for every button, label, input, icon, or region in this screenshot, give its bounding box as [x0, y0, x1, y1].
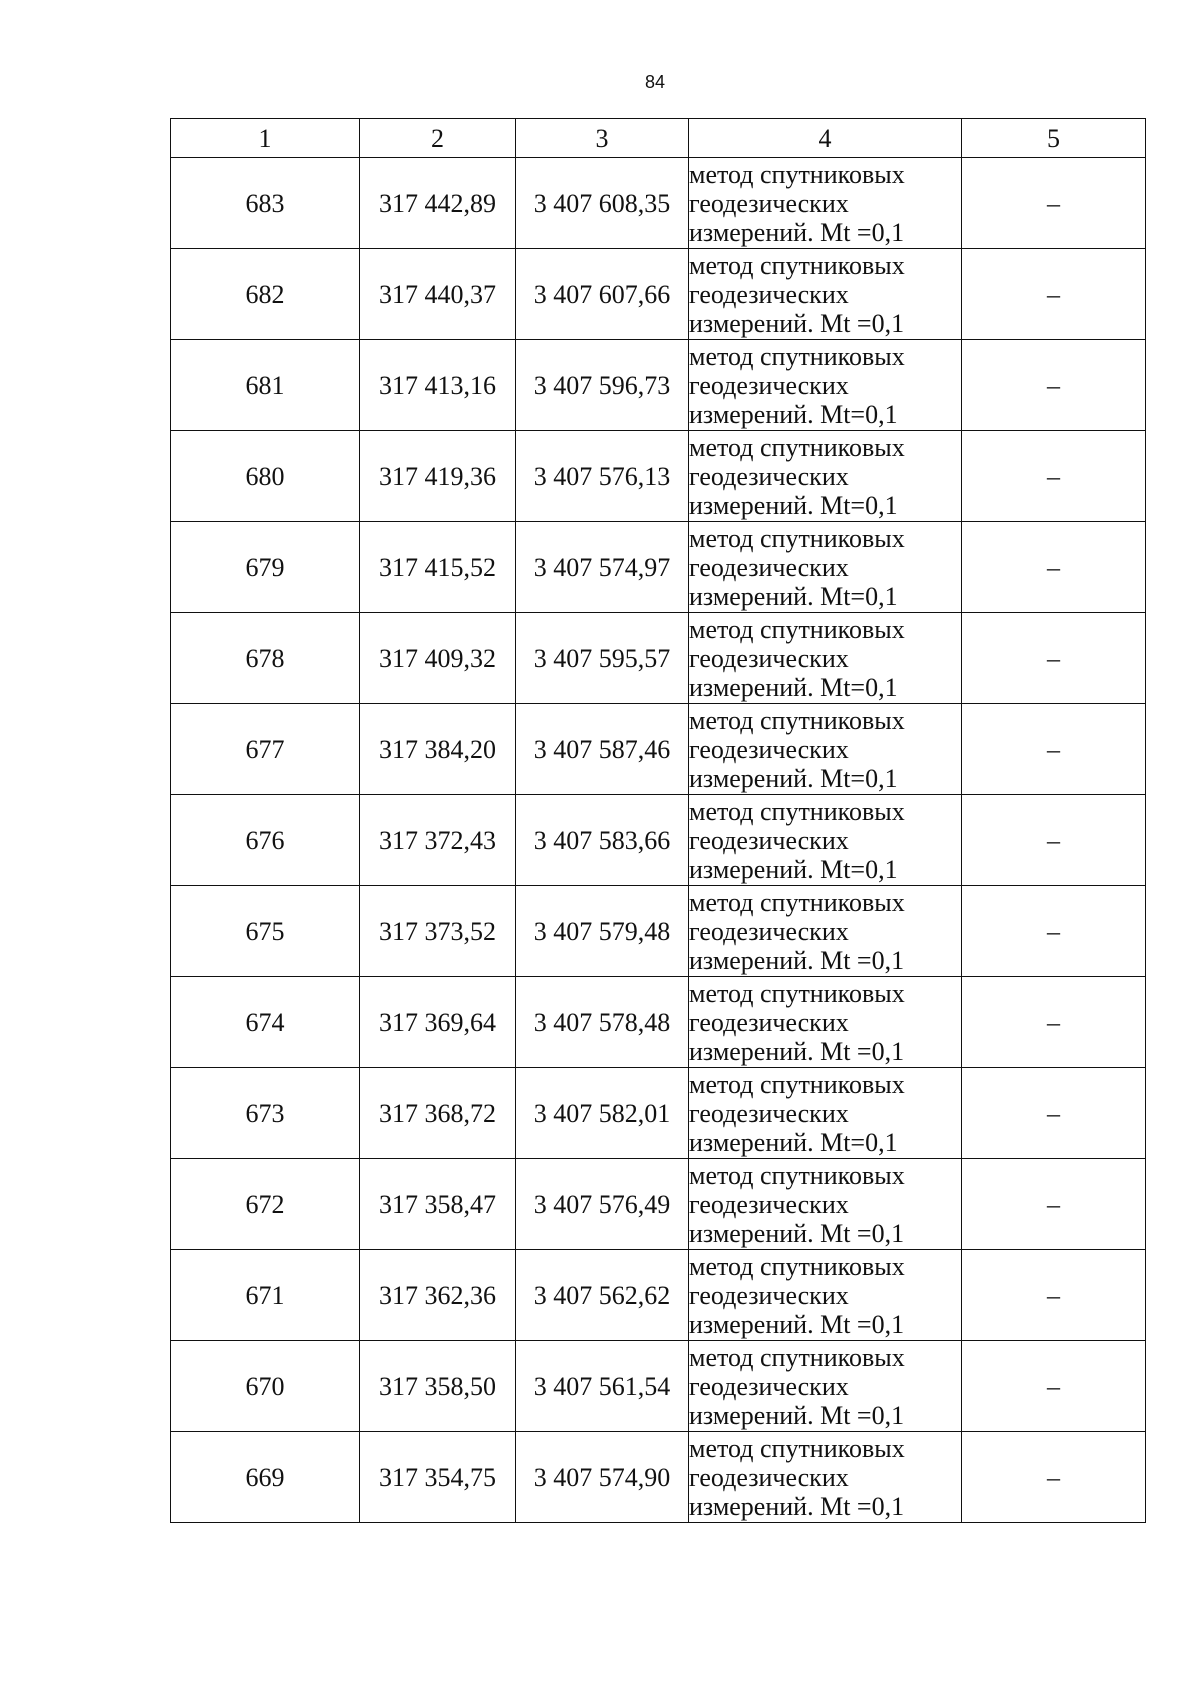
method-line: геодезических	[689, 1371, 849, 1401]
method-cell	[689, 431, 962, 522]
method-line: измерений. Mt=0,1	[689, 672, 898, 702]
y-coordinate-cell: 3 407 576,13	[516, 431, 689, 522]
method-line: метод спутниковых	[689, 523, 905, 553]
method-line: измерений. Mt =0,1	[689, 945, 905, 975]
column-header-1: 1	[171, 119, 360, 158]
method-line: метод спутниковых	[689, 1069, 905, 1099]
characteristic-cell: –	[962, 158, 1146, 249]
method-line: метод спутниковых	[689, 159, 905, 189]
method-cell	[689, 795, 962, 886]
y-coordinate-cell: 3 407 582,01	[516, 1068, 689, 1159]
y-coordinate-cell: 3 407 596,73	[516, 340, 689, 431]
method-line: измерений. Mt =0,1	[689, 1309, 905, 1339]
method-line: метод спутниковых	[689, 1251, 905, 1281]
table-body	[171, 158, 1146, 1523]
method-line: измерений. Mt=0,1	[689, 581, 898, 611]
characteristic-cell: –	[962, 1341, 1146, 1432]
table-row	[171, 431, 1146, 522]
characteristic-cell: –	[962, 977, 1146, 1068]
characteristic-cell: –	[962, 340, 1146, 431]
y-coordinate-cell: 3 407 579,48	[516, 886, 689, 977]
method-line: измерений. Mt=0,1	[689, 763, 898, 793]
x-coordinate-cell: 317 372,43	[360, 795, 516, 886]
characteristic-cell: –	[962, 704, 1146, 795]
point-number-cell: 674	[171, 977, 360, 1068]
method-line: измерений. Mt =0,1	[689, 308, 905, 338]
table-row	[171, 795, 1146, 886]
table-row	[171, 340, 1146, 431]
method-line: метод спутниковых	[689, 432, 905, 462]
table-row	[171, 704, 1146, 795]
method-line: геодезических	[689, 1462, 849, 1492]
table-row	[171, 1068, 1146, 1159]
point-number-cell: 679	[171, 522, 360, 613]
method-line: измерений. Mt=0,1	[689, 490, 898, 520]
method-line: геодезических	[689, 643, 849, 673]
method-line: геодезических	[689, 1280, 849, 1310]
method-cell	[689, 886, 962, 977]
method-line: метод спутниковых	[689, 887, 905, 917]
characteristic-cell: –	[962, 1159, 1146, 1250]
x-coordinate-cell: 317 413,16	[360, 340, 516, 431]
method-line: геодезических	[689, 188, 849, 218]
x-coordinate-cell: 317 369,64	[360, 977, 516, 1068]
table-row	[171, 977, 1146, 1068]
point-number-cell: 672	[171, 1159, 360, 1250]
method-cell	[689, 1159, 962, 1250]
x-coordinate-cell: 317 442,89	[360, 158, 516, 249]
method-line: геодезических	[689, 279, 849, 309]
method-line: измерений. Mt=0,1	[689, 399, 898, 429]
header-row	[171, 119, 1146, 158]
y-coordinate-cell: 3 407 574,97	[516, 522, 689, 613]
x-coordinate-cell: 317 415,52	[360, 522, 516, 613]
method-cell	[689, 1068, 962, 1159]
characteristic-cell: –	[962, 1432, 1146, 1523]
x-coordinate-cell: 317 354,75	[360, 1432, 516, 1523]
point-number-cell: 670	[171, 1341, 360, 1432]
y-coordinate-cell: 3 407 562,62	[516, 1250, 689, 1341]
y-coordinate-cell: 3 407 576,49	[516, 1159, 689, 1250]
method-cell	[689, 1432, 962, 1523]
table-row	[171, 1159, 1146, 1250]
column-header-4: 4	[689, 119, 962, 158]
y-coordinate-cell: 3 407 561,54	[516, 1341, 689, 1432]
characteristic-cell: –	[962, 886, 1146, 977]
x-coordinate-cell: 317 409,32	[360, 613, 516, 704]
y-coordinate-cell: 3 407 608,35	[516, 158, 689, 249]
x-coordinate-cell: 317 384,20	[360, 704, 516, 795]
table-row	[171, 522, 1146, 613]
x-coordinate-cell: 317 419,36	[360, 431, 516, 522]
method-line: метод спутниковых	[689, 705, 905, 735]
x-coordinate-cell: 317 373,52	[360, 886, 516, 977]
point-number-cell: 676	[171, 795, 360, 886]
table-row	[171, 1432, 1146, 1523]
table-row	[171, 1341, 1146, 1432]
x-coordinate-cell: 317 368,72	[360, 1068, 516, 1159]
method-cell	[689, 704, 962, 795]
point-number-cell: 669	[171, 1432, 360, 1523]
characteristic-cell: –	[962, 1068, 1146, 1159]
y-coordinate-cell: 3 407 595,57	[516, 613, 689, 704]
characteristic-cell: –	[962, 431, 1146, 522]
point-number-cell: 683	[171, 158, 360, 249]
page-number: 84	[644, 72, 666, 92]
y-coordinate-cell: 3 407 583,66	[516, 795, 689, 886]
table-row	[171, 249, 1146, 340]
method-line: геодезических	[689, 734, 849, 764]
method-line: метод спутниковых	[689, 1433, 905, 1463]
method-line: измерений. Mt=0,1	[689, 1127, 898, 1157]
point-number-cell: 678	[171, 613, 360, 704]
y-coordinate-cell: 3 407 574,90	[516, 1432, 689, 1523]
column-header-3: 3	[516, 119, 689, 158]
y-coordinate-cell: 3 407 607,66	[516, 249, 689, 340]
column-header-2: 2	[360, 119, 516, 158]
method-line: геодезических	[689, 461, 849, 491]
point-number-cell: 681	[171, 340, 360, 431]
characteristic-cell: –	[962, 795, 1146, 886]
method-line: метод спутниковых	[689, 614, 905, 644]
method-line: геодезических	[689, 370, 849, 400]
method-line: геодезических	[689, 552, 849, 582]
method-line: геодезических	[689, 1007, 849, 1037]
method-cell	[689, 249, 962, 340]
table-row	[171, 1250, 1146, 1341]
point-number-cell: 675	[171, 886, 360, 977]
method-line: измерений. Mt =0,1	[689, 1036, 905, 1066]
column-header-5: 5	[962, 119, 1146, 158]
point-number-cell: 677	[171, 704, 360, 795]
x-coordinate-cell: 317 362,36	[360, 1250, 516, 1341]
method-line: метод спутниковых	[689, 796, 905, 826]
method-cell	[689, 522, 962, 613]
method-cell	[689, 613, 962, 704]
point-number-cell: 680	[171, 431, 360, 522]
method-cell	[689, 1341, 962, 1432]
method-cell	[689, 1250, 962, 1341]
point-number-cell: 682	[171, 249, 360, 340]
method-line: измерений. Mt =0,1	[689, 1218, 905, 1248]
table-header	[171, 119, 1146, 158]
point-number-cell: 673	[171, 1068, 360, 1159]
method-line: метод спутниковых	[689, 341, 905, 371]
table-row	[171, 613, 1146, 704]
characteristic-cell: –	[962, 613, 1146, 704]
y-coordinate-cell: 3 407 578,48	[516, 977, 689, 1068]
method-cell	[689, 340, 962, 431]
y-coordinate-cell: 3 407 587,46	[516, 704, 689, 795]
x-coordinate-cell: 317 358,47	[360, 1159, 516, 1250]
method-line: метод спутниковых	[689, 250, 905, 280]
method-line: геодезических	[689, 825, 849, 855]
method-line: измерений. Mt=0,1	[689, 854, 898, 884]
method-line: измерений. Mt =0,1	[689, 1400, 905, 1430]
x-coordinate-cell: 317 440,37	[360, 249, 516, 340]
method-line: измерений. Mt =0,1	[689, 217, 905, 247]
method-line: геодезических	[689, 916, 849, 946]
characteristic-cell: –	[962, 249, 1146, 340]
table-row	[171, 158, 1146, 249]
method-line: метод спутниковых	[689, 1160, 905, 1190]
x-coordinate-cell: 317 358,50	[360, 1341, 516, 1432]
method-line: измерений. Mt =0,1	[689, 1491, 905, 1521]
method-cell	[689, 158, 962, 249]
characteristic-cell: –	[962, 1250, 1146, 1341]
method-line: геодезических	[689, 1098, 849, 1128]
coordinates-table	[170, 118, 1146, 1523]
table-row	[171, 886, 1146, 977]
method-cell	[689, 977, 962, 1068]
method-line: геодезических	[689, 1189, 849, 1219]
characteristic-cell: –	[962, 522, 1146, 613]
method-line: метод спутниковых	[689, 1342, 905, 1372]
point-number-cell: 671	[171, 1250, 360, 1341]
method-line: метод спутниковых	[689, 978, 905, 1008]
